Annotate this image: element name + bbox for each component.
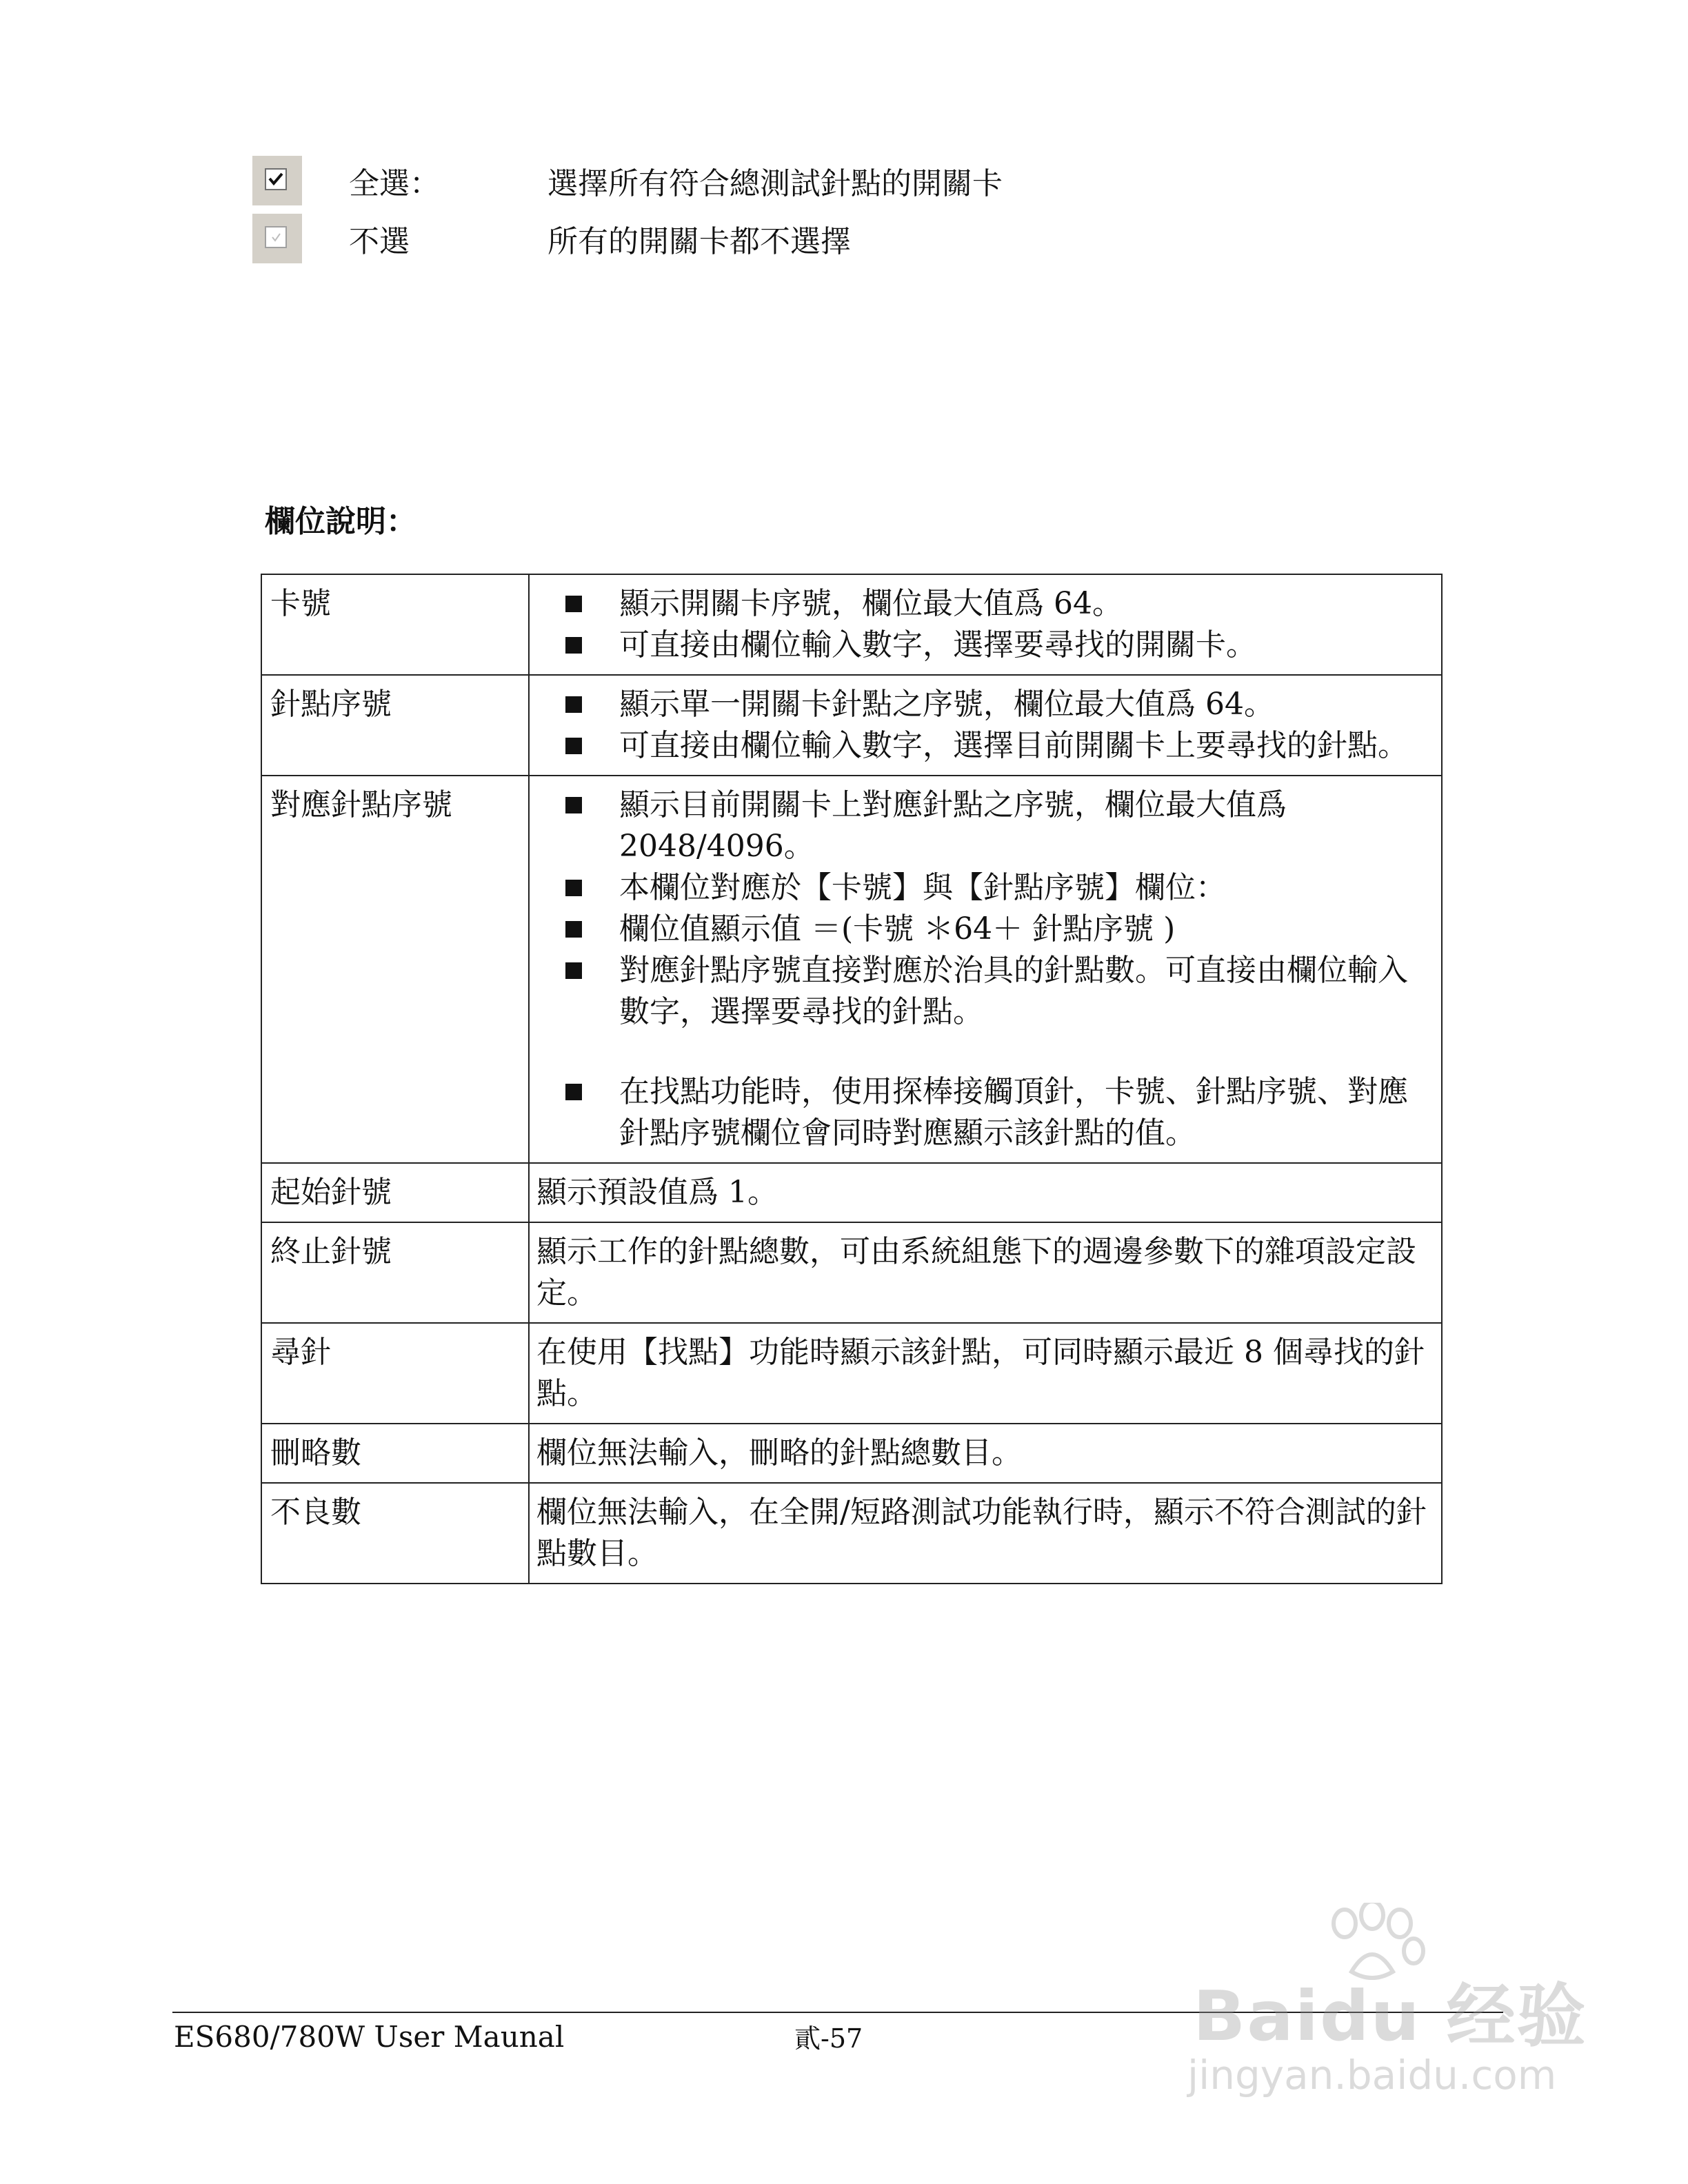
table-row: [261, 776, 1442, 1163]
field-description: 欄位無法輸入，在全開/短路測試功能執行時，顯示不符合測試的針點數目。: [529, 1483, 1442, 1584]
bullet-item: 可直接由欄位輸入數字，選擇要尋找的開關卡。: [536, 625, 1431, 666]
footer-manual-title: ES680/780W User Maunal: [174, 2020, 565, 2054]
watermark-brand: Baidu 经验: [1193, 1976, 1587, 2056]
field-name: 起始針號: [261, 1163, 529, 1222]
field-name: 刪略數: [261, 1424, 529, 1483]
table-row: [261, 1424, 1442, 1483]
bullet-item: 顯示單一開關卡針點之序號，欄位最大值爲 64。: [536, 684, 1431, 725]
select-all-description: 選擇所有符合總測試針點的開關卡: [547, 166, 1003, 201]
field-name: 終止針號: [261, 1222, 529, 1323]
field-description: [529, 776, 1442, 1163]
select-all-row: [252, 156, 1003, 205]
field-description: 在使用【找點】功能時顯示該針點，可同時顯示最近 8 個尋找的針點。: [529, 1323, 1442, 1424]
field-name: 卡號: [261, 574, 529, 675]
bullet-item: 顯示目前開關卡上對應針點之序號，欄位最大值爲 2048/4096。: [536, 785, 1431, 867]
table-row: [261, 574, 1442, 675]
bullet-item: 可直接由欄位輸入數字，選擇目前開關卡上要尋找的針點。: [536, 725, 1431, 767]
field-description-table: [261, 574, 1443, 1584]
field-description: 顯示工作的針點總數，可由系統組態下的週邊參數下的雜項設定設定。: [529, 1222, 1442, 1323]
table-row: [261, 1323, 1442, 1424]
select-none-label: 不選: [349, 224, 410, 259]
section-title: 欄位說明：: [265, 504, 416, 539]
select-none-row: [252, 214, 851, 263]
footer-page-number: 貳-57: [794, 2023, 863, 2054]
select-none-description: 所有的開關卡都不選擇: [547, 224, 851, 259]
bullet-item: 本欄位對應於【卡號】與【針點序號】欄位：: [536, 867, 1431, 909]
field-name: 不良數: [261, 1483, 529, 1584]
select-all-label: 全選：: [349, 166, 440, 201]
table-row: [261, 675, 1442, 776]
field-name: 尋針: [261, 1323, 529, 1424]
select-all-checkbox[interactable]: [252, 156, 302, 205]
table-row: [261, 1483, 1442, 1584]
watermark-url: jingyan.baidu.com: [1187, 2052, 1557, 2099]
field-name: 對應針點序號: [261, 776, 529, 1163]
checkbox-checked-icon: [265, 168, 287, 190]
bullet-item: 對應針點序號直接對應於治具的針點數。可直接由欄位輸入數字，選擇要尋找的針點。: [536, 950, 1431, 1033]
baidu-watermark: [1172, 1903, 1586, 2123]
field-description: 欄位無法輸入，刪略的針點總數目。: [529, 1424, 1442, 1483]
field-description: 顯示預設值爲 1。: [529, 1163, 1442, 1222]
select-none-checkbox[interactable]: [252, 214, 302, 263]
table-row: [261, 1222, 1442, 1323]
checkbox-unchecked-icon: [265, 226, 287, 248]
table-row: [261, 1163, 1442, 1222]
field-name: 針點序號: [261, 675, 529, 776]
field-description: [529, 574, 1442, 675]
field-description: [529, 675, 1442, 776]
bullet-item: 欄位值顯示值 ＝(卡號 ＊64＋ 針點序號 ): [536, 909, 1431, 950]
bullet-item: 在找點功能時，使用探棒接觸頂針，卡號、針點序號、對應針點序號欄位會同時對應顯示該針點的值。: [536, 1071, 1431, 1154]
bullet-item: 顯示開關卡序號，欄位最大值爲 64。: [536, 583, 1431, 625]
